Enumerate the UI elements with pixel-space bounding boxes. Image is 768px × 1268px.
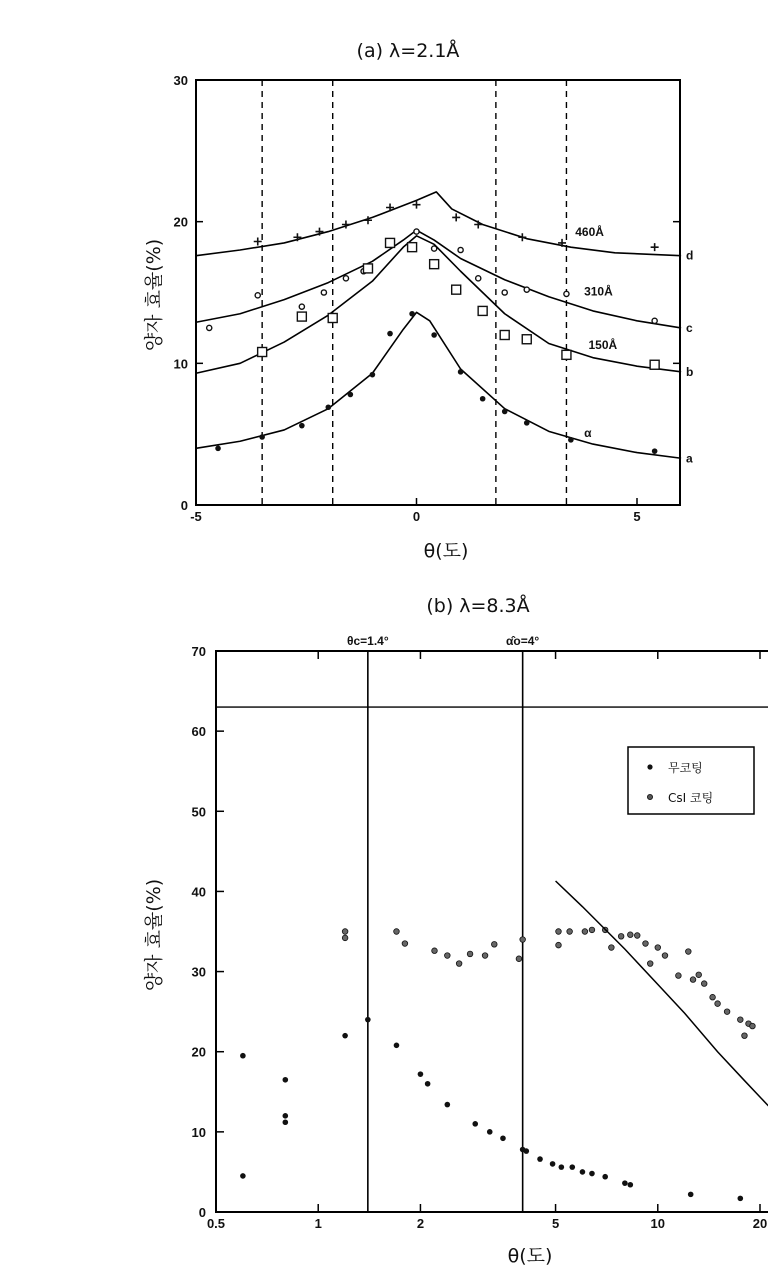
b-csi-coated-point [701, 981, 707, 987]
a-series-b-point [430, 260, 439, 269]
a-series-letter-c: c [686, 320, 693, 335]
b-csi-coated-point [750, 1023, 756, 1029]
a-series-a-point [370, 372, 376, 378]
a-series-b-point [258, 348, 267, 357]
a-series-c-point [524, 287, 529, 292]
b-csi-coated-point [556, 929, 562, 935]
panel-a-title: (a) λ=2.1Å [356, 40, 460, 62]
b-uncoated-point [622, 1180, 628, 1186]
a-y-tick-label: 10 [173, 356, 188, 372]
b-csi-coated-point [482, 953, 488, 959]
a-series-a-point [458, 369, 464, 375]
b-csi-coated-point [589, 927, 595, 933]
legend-marker-uncoated [647, 764, 652, 769]
b-uncoated-point [500, 1135, 506, 1141]
panel-a-y-axis-label: 양자 효율(%) [143, 238, 165, 352]
b-x-tick-label: 1 [314, 1216, 322, 1231]
a-series-b-point [386, 238, 395, 247]
b-uncoated-point [283, 1077, 289, 1083]
a-series-b-point [408, 243, 417, 252]
b-csi-coated-point [628, 932, 634, 938]
a-series-d-point [518, 233, 526, 241]
b-csi-coated-point [342, 929, 348, 935]
a-series-annotation-b: 150Å [588, 338, 618, 353]
b-csi-coated-point [467, 951, 473, 957]
b-uncoated-point [589, 1171, 595, 1177]
b-csi-coated-point [456, 961, 462, 967]
b-uncoated-point [365, 1017, 371, 1023]
a-series-a-point [652, 448, 658, 454]
b-reference-line-label: θc=1.4° [347, 634, 389, 648]
legend-label-csi-coated: CsI 코팅 [668, 791, 714, 805]
a-series-a-point [259, 434, 265, 440]
b-csi-coated-point [690, 977, 696, 983]
a-series-b-point [478, 306, 487, 315]
a-series-b-point [650, 360, 659, 369]
b-x-tick-label: 5 [551, 1216, 560, 1231]
b-csi-coated-point [582, 929, 588, 935]
b-uncoated-point [394, 1043, 400, 1049]
a-series-c-point [255, 293, 260, 298]
b-x-tick-label: 2 [416, 1216, 425, 1231]
b-csi-coated-point [715, 1001, 721, 1007]
panel-b-y-axis-label: 양자 효율(%) [143, 878, 165, 992]
b-uncoated-point [537, 1156, 543, 1162]
a-series-c-point [564, 291, 569, 296]
b-uncoated-point [523, 1148, 529, 1154]
a-series-b-point [522, 335, 531, 344]
panel-b-legend [628, 747, 754, 814]
panel-b-marks [192, 634, 768, 1231]
b-uncoated-point [559, 1164, 565, 1170]
b-csi-coated-point [556, 942, 562, 948]
b-uncoated-point [342, 1033, 348, 1039]
b-y-tick-label: 10 [191, 1124, 206, 1140]
b-csi-coated-point [676, 973, 682, 979]
a-x-tick-label: -5 [190, 509, 202, 524]
b-y-tick-label: 50 [191, 804, 206, 820]
a-series-a-point [480, 396, 486, 402]
a-series-a-point [409, 311, 415, 317]
a-series-a-point [299, 423, 305, 429]
panel-b-x-axis-label: θ(도) [507, 1245, 553, 1267]
panel-b-title: (b) λ=8.3Å [426, 595, 530, 617]
b-uncoated-point [688, 1192, 694, 1198]
a-series-a-point [215, 446, 221, 452]
b-x-tick-label: 20 [752, 1216, 768, 1231]
a-series-a-point [326, 404, 332, 410]
a-series-c-point [207, 325, 212, 330]
a-y-tick-label: 0 [180, 498, 188, 513]
b-csi-coated-point [662, 953, 668, 959]
b-y-tick-label: 20 [191, 1044, 206, 1060]
legend-label-uncoated: 무코팅 [668, 761, 703, 775]
b-csi-coated-point [567, 929, 573, 935]
b-y-tick-label: 40 [191, 884, 206, 900]
b-csi-coated-point [342, 935, 348, 941]
legend-marker-csi-coated [647, 794, 652, 799]
a-series-a-point [502, 409, 508, 415]
a-series-c-point [652, 318, 657, 323]
b-csi-coated-point [643, 941, 649, 947]
b-uncoated-point [418, 1071, 424, 1077]
b-uncoated-point [425, 1081, 431, 1087]
b-csi-coated-point [491, 942, 497, 948]
a-series-a-point [431, 332, 437, 338]
a-series-d-point [452, 213, 460, 221]
a-series-d-point [651, 243, 659, 251]
b-uncoated-point [602, 1174, 608, 1180]
b-y-tick-label: 30 [191, 964, 206, 980]
a-series-a-curve [196, 312, 681, 458]
a-series-c-point [476, 276, 481, 281]
b-csi-coated-point [696, 972, 702, 978]
b-csi-coated-point [710, 994, 716, 1000]
b-csi-coated-point [394, 929, 400, 935]
b-csi-coated-point [655, 945, 661, 951]
b-uncoated-point [738, 1196, 744, 1202]
b-csi-coated-point [516, 956, 522, 962]
b-uncoated-point [628, 1182, 634, 1188]
b-trend-curve [556, 881, 768, 1122]
a-series-b-point [297, 312, 306, 321]
b-uncoated-point [472, 1121, 478, 1127]
a-series-d-point [254, 238, 262, 246]
a-x-tick-label: 0 [412, 509, 421, 524]
b-uncoated-point [240, 1173, 246, 1179]
b-uncoated-point [550, 1161, 556, 1167]
a-series-c-point [502, 290, 507, 295]
a-series-letter-a: a [686, 451, 693, 466]
a-series-b-point [328, 314, 337, 323]
a-series-a-point [568, 437, 574, 443]
panel-b-chart [143, 594, 768, 1267]
a-series-d-curve [196, 192, 681, 256]
a-series-b-point [452, 285, 461, 294]
b-y-tick-label: 70 [191, 644, 206, 659]
b-csi-coated-point [445, 953, 451, 959]
a-series-a-point [387, 331, 393, 337]
a-y-tick-label: 20 [173, 214, 188, 230]
b-reference-line-label: α̂o=4° [506, 634, 540, 648]
a-series-c-point [321, 290, 326, 295]
panel-a-x-axis-label: θ(도) [423, 540, 469, 562]
a-series-a-point [524, 420, 530, 426]
a-series-letter-b: b [686, 364, 694, 379]
b-csi-coated-point [724, 1009, 730, 1015]
b-uncoated-point [240, 1053, 246, 1059]
a-series-c-point [343, 276, 348, 281]
b-csi-coated-point [738, 1017, 744, 1023]
b-csi-coated-point [647, 961, 653, 967]
a-series-c-point [299, 304, 304, 309]
b-csi-coated-point [686, 949, 692, 955]
a-x-tick-label: 5 [633, 509, 641, 524]
b-y-tick-label: 60 [191, 724, 206, 740]
b-uncoated-point [283, 1113, 289, 1119]
b-x-tick-label: 0.5 [206, 1216, 226, 1231]
a-series-annotation-c: 310Å [584, 284, 613, 299]
a-series-annotation-a: α [584, 426, 592, 440]
b-uncoated-point [569, 1164, 575, 1170]
panel-b-plot-frame [216, 651, 768, 1212]
panel-a-chart [143, 39, 693, 562]
b-csi-coated-point [609, 945, 615, 951]
a-series-b-point [500, 331, 509, 340]
a-series-c-point [414, 229, 419, 234]
b-uncoated-point [487, 1129, 493, 1135]
a-y-tick-label: 30 [173, 73, 188, 88]
b-uncoated-point [445, 1102, 451, 1108]
a-series-letter-d: d [686, 248, 694, 263]
a-series-c-point [458, 247, 463, 252]
b-csi-coated-point [634, 933, 640, 939]
a-series-annotation-d: 460Å [575, 224, 604, 239]
b-csi-coated-point [618, 934, 624, 940]
a-series-b-point [562, 350, 571, 359]
b-x-tick-label: 10 [650, 1216, 666, 1231]
a-series-b-point [363, 264, 372, 273]
b-uncoated-point [283, 1119, 289, 1125]
b-uncoated-point [580, 1169, 586, 1175]
b-csi-coated-point [432, 948, 438, 954]
panel-a-marks [174, 73, 694, 524]
b-csi-coated-point [402, 941, 408, 947]
b-csi-coated-point [742, 1033, 748, 1039]
b-csi-coated-point [520, 937, 526, 943]
b-y-tick-label: 0 [198, 1205, 206, 1220]
a-series-a-point [348, 392, 354, 398]
